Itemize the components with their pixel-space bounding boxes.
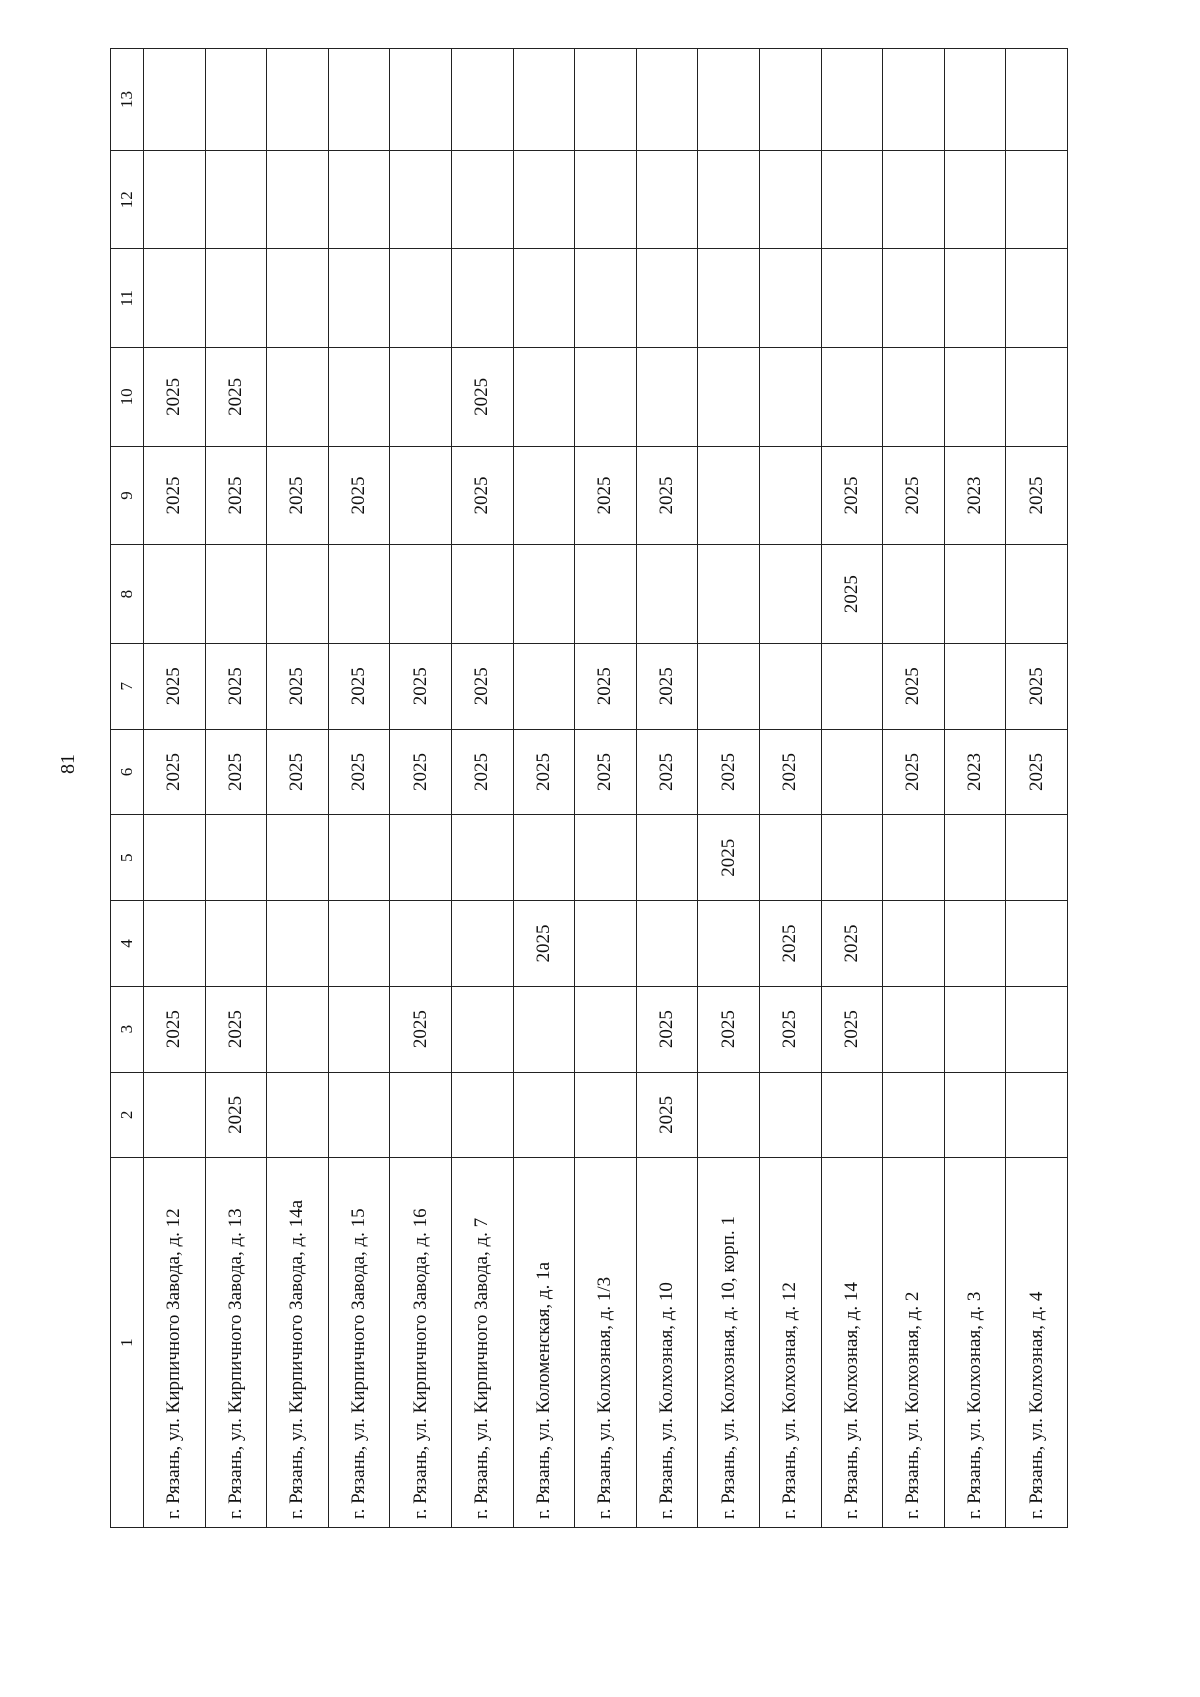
column-number-1: 1 <box>111 1158 144 1528</box>
year-cell: 2025 <box>821 986 883 1072</box>
year-cell <box>575 545 637 644</box>
year-cell <box>636 49 698 151</box>
year-cell <box>390 901 452 987</box>
year-cell <box>944 545 1006 644</box>
address-cell: г. Рязань, ул. Колхозная, д. 2 <box>883 1158 945 1528</box>
year-cell <box>575 348 637 447</box>
year-cell <box>883 815 945 901</box>
year-cell <box>883 545 945 644</box>
year-cell: 2025 <box>883 729 945 815</box>
year-cell <box>636 249 698 348</box>
year-cell <box>328 815 390 901</box>
year-cell: 2025 <box>328 729 390 815</box>
year-cell <box>883 986 945 1072</box>
year-cell <box>759 249 821 348</box>
year-cell <box>821 249 883 348</box>
address-cell: г. Рязань, ул. Колхозная, д. 10, корп. 1 <box>698 1158 760 1528</box>
address-cell: г. Рязань, ул. Колхозная, д. 1/3 <box>575 1158 637 1528</box>
year-cell <box>451 249 513 348</box>
year-cell <box>513 446 575 545</box>
address-cell: г. Рязань, ул. Кирпичного Завода, д. 15 <box>328 1158 390 1528</box>
year-cell <box>390 815 452 901</box>
rotated-table-container <box>110 48 1068 1528</box>
address-cell: г. Рязань, ул. Колхозная, д. 12 <box>759 1158 821 1528</box>
year-cell: 2025 <box>636 986 698 1072</box>
year-cell <box>513 49 575 151</box>
year-cell: 2025 <box>205 1072 267 1158</box>
year-cell <box>698 643 760 729</box>
year-cell <box>513 150 575 249</box>
year-cell: 2025 <box>759 729 821 815</box>
year-cell <box>513 545 575 644</box>
year-cell <box>1006 901 1068 987</box>
year-cell <box>205 901 267 987</box>
year-cell <box>267 348 329 447</box>
address-cell: г. Рязань, ул. Кирпичного Завода, д. 12 <box>144 1158 206 1528</box>
year-cell: 2025 <box>513 901 575 987</box>
year-cell <box>759 545 821 644</box>
page-number: 81 <box>57 754 79 774</box>
year-cell <box>451 815 513 901</box>
year-cell: 2025 <box>205 348 267 447</box>
year-cell: 2025 <box>144 643 206 729</box>
year-cell <box>944 901 1006 987</box>
table-row <box>575 49 637 1528</box>
table-row <box>144 49 206 1528</box>
table-row <box>328 49 390 1528</box>
address-cell: г. Рязань, ул. Колхозная, д. 10 <box>636 1158 698 1528</box>
year-cell <box>390 49 452 151</box>
year-cell <box>883 49 945 151</box>
year-cell <box>451 49 513 151</box>
year-cell <box>144 1072 206 1158</box>
year-cell <box>328 150 390 249</box>
year-cell <box>390 446 452 545</box>
column-number-row <box>111 49 144 1528</box>
year-cell <box>759 446 821 545</box>
year-cell <box>205 815 267 901</box>
year-cell: 2025 <box>575 729 637 815</box>
year-cell <box>698 348 760 447</box>
year-cell <box>267 1072 329 1158</box>
year-cell <box>944 150 1006 249</box>
column-number-5: 5 <box>111 815 144 901</box>
column-number-10: 10 <box>111 348 144 447</box>
year-cell <box>575 986 637 1072</box>
year-cell <box>575 49 637 151</box>
table-row <box>1006 49 1068 1528</box>
column-number-9: 9 <box>111 446 144 545</box>
column-number-6: 6 <box>111 729 144 815</box>
year-cell <box>144 150 206 249</box>
year-cell <box>944 986 1006 1072</box>
year-cell: 2025 <box>205 643 267 729</box>
year-cell <box>267 545 329 644</box>
year-cell: 2025 <box>513 729 575 815</box>
year-cell <box>821 348 883 447</box>
year-cell <box>390 150 452 249</box>
year-cell <box>328 986 390 1072</box>
column-number-13: 13 <box>111 49 144 151</box>
year-cell <box>575 901 637 987</box>
year-cell: 2025 <box>883 446 945 545</box>
year-cell <box>821 729 883 815</box>
year-cell: 2025 <box>759 986 821 1072</box>
year-cell <box>821 1072 883 1158</box>
year-cell <box>144 815 206 901</box>
year-cell: 2025 <box>821 446 883 545</box>
year-cell <box>759 348 821 447</box>
year-cell: 2025 <box>698 986 760 1072</box>
table-row <box>636 49 698 1528</box>
year-cell <box>328 901 390 987</box>
year-cell <box>513 1072 575 1158</box>
year-cell <box>575 1072 637 1158</box>
year-cell <box>821 150 883 249</box>
year-cell <box>636 901 698 987</box>
table-row <box>390 49 452 1528</box>
year-cell <box>513 815 575 901</box>
year-cell: 2025 <box>205 446 267 545</box>
year-cell <box>636 545 698 644</box>
year-cell <box>944 348 1006 447</box>
year-cell <box>944 1072 1006 1158</box>
year-cell: 2025 <box>328 446 390 545</box>
year-cell <box>513 249 575 348</box>
year-cell <box>636 150 698 249</box>
year-cell <box>144 545 206 644</box>
year-cell <box>513 986 575 1072</box>
year-cell <box>451 150 513 249</box>
address-cell: г. Рязань, ул. Колхозная, д. 14 <box>821 1158 883 1528</box>
year-cell <box>451 986 513 1072</box>
schedule-table <box>110 48 1068 1528</box>
year-cell: 2025 <box>144 986 206 1072</box>
year-cell <box>205 249 267 348</box>
year-cell <box>451 901 513 987</box>
year-cell: 2025 <box>144 446 206 545</box>
year-cell <box>575 815 637 901</box>
year-cell: 2025 <box>636 446 698 545</box>
year-cell <box>821 49 883 151</box>
table-row <box>267 49 329 1528</box>
column-number-4: 4 <box>111 901 144 987</box>
year-cell <box>759 1072 821 1158</box>
year-cell <box>698 1072 760 1158</box>
year-cell: 2025 <box>390 729 452 815</box>
year-cell <box>1006 348 1068 447</box>
year-cell: 2025 <box>636 643 698 729</box>
year-cell <box>759 643 821 729</box>
year-cell <box>205 545 267 644</box>
year-cell <box>390 249 452 348</box>
column-number-2: 2 <box>111 1072 144 1158</box>
table-row <box>513 49 575 1528</box>
year-cell <box>883 1072 945 1158</box>
address-cell: г. Рязань, ул. Кирпичного Завода, д. 16 <box>390 1158 452 1528</box>
year-cell <box>144 901 206 987</box>
year-cell <box>1006 49 1068 151</box>
year-cell <box>698 49 760 151</box>
year-cell <box>944 643 1006 729</box>
year-cell: 2025 <box>883 643 945 729</box>
year-cell <box>328 1072 390 1158</box>
year-cell <box>636 348 698 447</box>
year-cell <box>513 348 575 447</box>
column-number-8: 8 <box>111 545 144 644</box>
column-number-3: 3 <box>111 986 144 1072</box>
table-row <box>698 49 760 1528</box>
year-cell <box>267 901 329 987</box>
year-cell <box>883 348 945 447</box>
year-cell <box>390 545 452 644</box>
year-cell <box>328 49 390 151</box>
year-cell: 2025 <box>451 729 513 815</box>
year-cell <box>1006 249 1068 348</box>
year-cell <box>267 986 329 1072</box>
year-cell <box>698 446 760 545</box>
year-cell <box>883 150 945 249</box>
year-cell: 2025 <box>636 1072 698 1158</box>
year-cell <box>144 49 206 151</box>
year-cell <box>1006 1072 1068 1158</box>
year-cell: 2025 <box>575 446 637 545</box>
table-row <box>883 49 945 1528</box>
column-number-7: 7 <box>111 643 144 729</box>
address-cell: г. Рязань, ул. Коломенская, д. 1а <box>513 1158 575 1528</box>
year-cell: 2025 <box>759 901 821 987</box>
year-cell: 2023 <box>944 446 1006 545</box>
year-cell <box>883 901 945 987</box>
year-cell <box>944 815 1006 901</box>
address-cell: г. Рязань, ул. Кирпичного Завода, д. 13 <box>205 1158 267 1528</box>
year-cell: 2025 <box>267 643 329 729</box>
year-cell <box>451 1072 513 1158</box>
year-cell: 2025 <box>451 446 513 545</box>
year-cell: 2025 <box>575 643 637 729</box>
year-cell <box>575 150 637 249</box>
year-cell <box>328 348 390 447</box>
year-cell: 2025 <box>144 729 206 815</box>
year-cell: 2025 <box>390 643 452 729</box>
year-cell: 2025 <box>205 729 267 815</box>
address-cell: г. Рязань, ул. Колхозная, д. 3 <box>944 1158 1006 1528</box>
year-cell <box>759 150 821 249</box>
year-cell: 2025 <box>451 348 513 447</box>
year-cell <box>1006 545 1068 644</box>
year-cell <box>698 249 760 348</box>
year-cell <box>513 643 575 729</box>
year-cell <box>944 49 1006 151</box>
year-cell <box>1006 150 1068 249</box>
year-cell: 2025 <box>698 729 760 815</box>
table-row <box>944 49 1006 1528</box>
year-cell: 2025 <box>821 545 883 644</box>
year-cell <box>267 249 329 348</box>
year-cell: 2025 <box>144 348 206 447</box>
year-cell: 2025 <box>267 729 329 815</box>
year-cell <box>883 249 945 348</box>
year-cell: 2025 <box>328 643 390 729</box>
year-cell: 2025 <box>390 986 452 1072</box>
year-cell <box>328 249 390 348</box>
year-cell: 2025 <box>821 901 883 987</box>
year-cell: 2025 <box>451 643 513 729</box>
column-number-11: 11 <box>111 249 144 348</box>
year-cell <box>759 815 821 901</box>
year-cell <box>759 49 821 151</box>
table-row <box>451 49 513 1528</box>
year-cell <box>944 249 1006 348</box>
year-cell: 2025 <box>267 446 329 545</box>
address-cell: г. Рязань, ул. Кирпичного Завода, д. 14а <box>267 1158 329 1528</box>
table-row <box>759 49 821 1528</box>
year-cell <box>1006 815 1068 901</box>
year-cell <box>698 901 760 987</box>
year-cell <box>205 49 267 151</box>
year-cell <box>267 815 329 901</box>
year-cell: 2025 <box>698 815 760 901</box>
year-cell <box>390 348 452 447</box>
year-cell: 2025 <box>1006 643 1068 729</box>
year-cell <box>575 249 637 348</box>
year-cell: 2025 <box>205 986 267 1072</box>
year-cell <box>328 545 390 644</box>
year-cell <box>144 249 206 348</box>
column-number-12: 12 <box>111 150 144 249</box>
year-cell <box>390 1072 452 1158</box>
year-cell <box>205 150 267 249</box>
year-cell <box>821 815 883 901</box>
year-cell: 2025 <box>636 729 698 815</box>
year-cell <box>821 643 883 729</box>
year-cell <box>451 545 513 644</box>
table-row <box>821 49 883 1528</box>
year-cell <box>267 49 329 151</box>
year-cell: 2025 <box>1006 446 1068 545</box>
address-cell: г. Рязань, ул. Кирпичного Завода, д. 7 <box>451 1158 513 1528</box>
year-cell: 2025 <box>1006 729 1068 815</box>
year-cell <box>698 545 760 644</box>
year-cell <box>267 150 329 249</box>
year-cell <box>1006 986 1068 1072</box>
year-cell <box>636 815 698 901</box>
year-cell <box>698 150 760 249</box>
year-cell: 2023 <box>944 729 1006 815</box>
table-row <box>205 49 267 1528</box>
address-cell: г. Рязань, ул. Колхозная, д. 4 <box>1006 1158 1068 1528</box>
table-body <box>144 49 1068 1528</box>
